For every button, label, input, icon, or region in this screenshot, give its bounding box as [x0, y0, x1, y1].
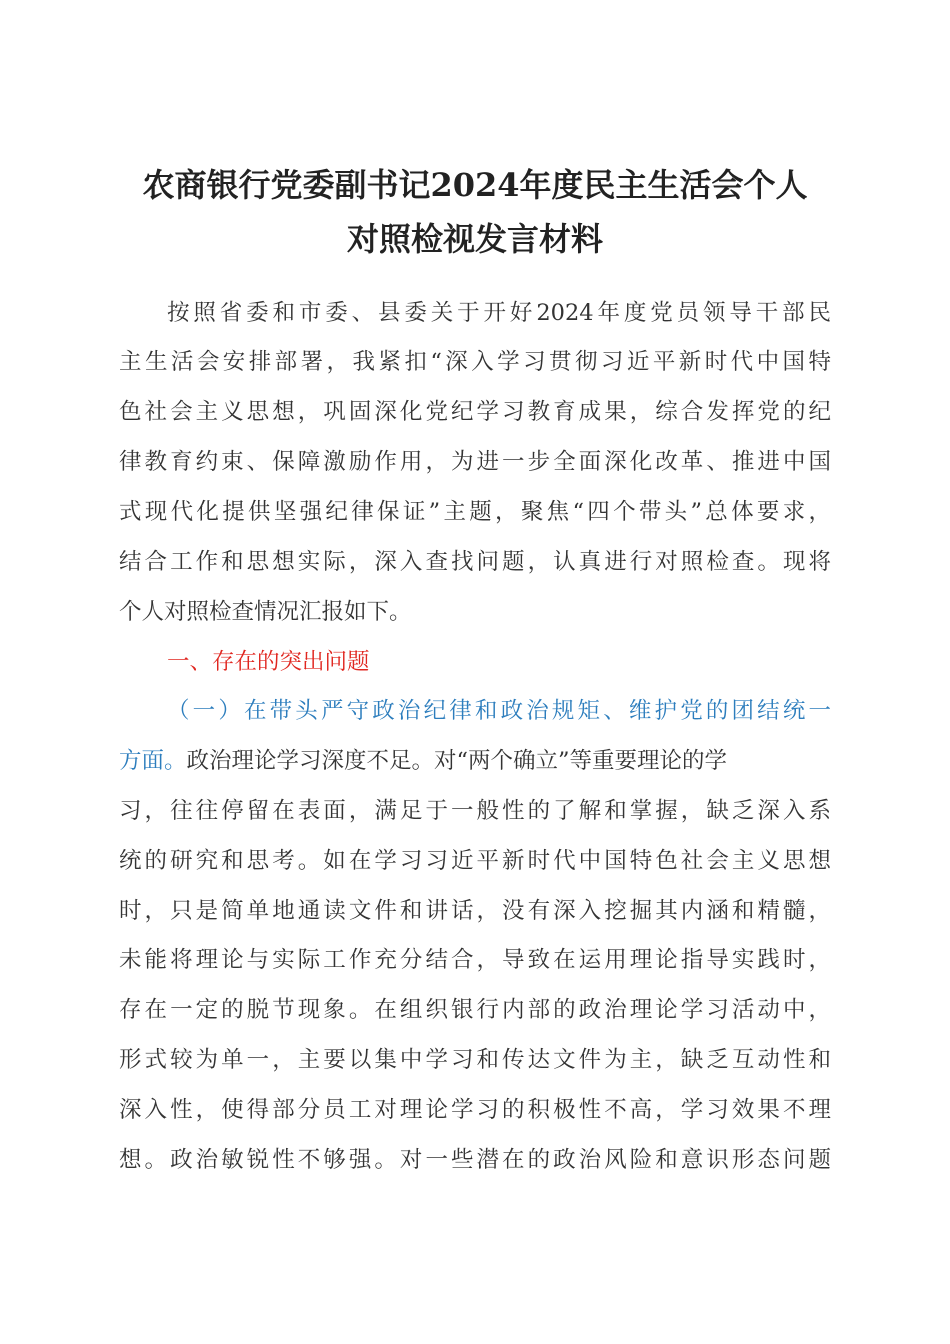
intro-paragraph-line: 律教育约束、保障激励作用，为进一步全面深化改革、推进中国 — [119, 449, 831, 475]
body-paragraph-line: 形式较为单一，主要以集中学习和传达文件为主，缺乏互动性和 — [119, 1047, 831, 1073]
body-text-segment: 政治理论学习深度不足。对“两个确立”等重要理论的学 — [186, 748, 728, 774]
intro-paragraph-line: 色社会主义思想，巩固深化党纪学习教育成果，综合发挥党的纪 — [119, 399, 831, 425]
document-title-line-2: 对照检视发言材料 — [346, 220, 603, 258]
body-paragraph-line: 深入性，使得部分员工对理论学习的积极性不高，学习效果不理 — [119, 1097, 831, 1123]
body-paragraph-line: 未能将理论与实际工作充分结合，导致在运用理论指导实践时， — [119, 947, 831, 973]
subsection-heading: （一）在带头严守政治纪律和政治规矩、维护党的团结统一 — [167, 698, 831, 724]
body-paragraph-line: 习，往往停留在表面，满足于一般性的了解和掌握，缺乏深入系 — [119, 798, 831, 824]
document-title-line-1: 农商银行党委副书记2024年度民主生活会个人 — [142, 166, 808, 204]
subsection-body-first-line — [119, 745, 727, 777]
intro-paragraph-line: 个人对照检查情况汇报如下。 — [119, 599, 412, 625]
body-paragraph-line: 统的研究和思考。如在学习习近平新时代中国特色社会主义思想 — [119, 848, 831, 874]
body-paragraph-line: 时，只是简单地通读文件和讲话，没有深入挖掘其内涵和精髓， — [119, 898, 831, 924]
section-heading: 一、存在的突出问题 — [167, 649, 370, 675]
subsection-heading-end: 方面。 — [119, 748, 187, 774]
intro-paragraph-line: 式现代化提供坚强纪律保证”主题，聚焦“四个带头”总体要求， — [119, 499, 831, 525]
intro-paragraph-line: 主生活会安排部署，我紧扣“深入学习贯彻习近平新时代中国特 — [119, 349, 831, 375]
intro-paragraph-line: 按照省委和市委、县委关于开好2024年度党员领导干部民 — [167, 300, 831, 326]
body-paragraph-line: 想。政治敏锐性不够强。对一些潜在的政治风险和意识形态问题 — [119, 1147, 831, 1173]
intro-paragraph-line: 结合工作和思想实际，深入查找问题，认真进行对照检查。现将 — [119, 549, 831, 575]
body-paragraph-line: 存在一定的脱节现象。在组织银行内部的政治理论学习活动中， — [119, 997, 831, 1023]
